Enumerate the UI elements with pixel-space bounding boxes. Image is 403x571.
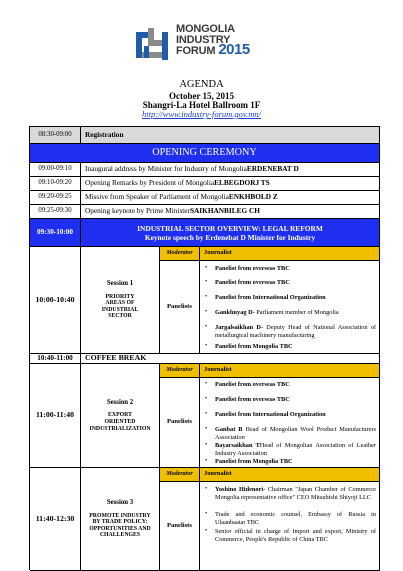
opening-item-3-text: Missive from Speaker of Parliament of Mongolia — [85, 192, 229, 202]
logo-line-1: MONGOLIA — [176, 23, 235, 35]
session-1-subtitle-3: INDUSTRIAL — [101, 306, 139, 313]
session-1-panelist: • Panelist from overseas TBC — [200, 279, 379, 287]
logo-year: 2015 — [218, 41, 250, 58]
keynote-time: 09:30-10:00 — [30, 219, 81, 247]
keynote-speaker: Keynote speech by Erdenebat D Minister for Industry — [144, 232, 316, 242]
session-3-subtitle-2: BY TRADE POLICY: — [92, 519, 148, 526]
opening-item-4-text: Opening keynote by Prime Minister — [85, 206, 190, 216]
registration-label: Registration — [81, 127, 380, 144]
opening-item-2-text: Opening Remarks by President of Mongolia — [85, 178, 215, 188]
keynote-heading — [81, 219, 380, 247]
session-3-subtitle-3: OPPORTUNITIES AND — [89, 525, 151, 532]
session-1-panelists-label: Panelists — [160, 261, 200, 354]
session-2-title: Session 2 — [106, 398, 134, 406]
opening-item-4-name: SAIKHANBILEG CH — [189, 206, 260, 216]
opening-item-3-name: ENKHBOLD Z — [228, 192, 278, 202]
opening-item-2 — [81, 177, 380, 191]
coffee-break-time: 10:40-11:00 — [30, 354, 81, 364]
session-2-panelists-label: Panelists — [160, 378, 200, 468]
session-1-subtitle-2: AREAS OF — [105, 300, 135, 307]
session-3-subtitle-4: CHALLENGES — [99, 532, 141, 539]
session-1-panelist: • Gankhuyag D- Parliament member of Mongolia — [200, 309, 379, 317]
keynote-title: INDUSTRIAL SECTOR OVERVIEW: LEGAL REFORM — [137, 223, 323, 233]
opening-time-4: 09:25-09:30 — [30, 205, 81, 219]
session-1-subtitle-1: PRIORITY — [105, 293, 135, 300]
session-1-panelist: • Panelist from overseas TBC — [200, 265, 379, 273]
session-1-title: Session 1 — [106, 280, 134, 288]
opening-item-1-name: ERDENEBAT D — [246, 164, 299, 174]
session-3-moderator-label: Moderator — [160, 468, 200, 482]
session-1-subtitle-4: SECTOR — [108, 313, 132, 320]
opening-item-3 — [81, 191, 380, 205]
session-1-title-cell — [81, 247, 160, 354]
session-3-time: 11:40-12:30 — [30, 468, 81, 571]
session-3-subtitle-1: PROMOTE INDUSTRY — [89, 512, 151, 519]
session-2-subtitle-1: EXPORT — [108, 412, 132, 419]
session-2-panelist-list — [200, 378, 380, 468]
session-3-panelist: • Trade and economic counsel, Embassy of Russia in Ulaanbaatar TBC — [200, 511, 379, 526]
session-2-subtitle-3: INDUSTRIALIZATION — [89, 425, 151, 432]
session-2-panelist: • Ganbat B Head of Mongolian Wool Product Manufacturers Association — [200, 426, 379, 441]
session-1-journalist-label: Journalist — [200, 247, 380, 261]
session-1-panelist: • Panelist from Mongolia TBC — [200, 343, 379, 351]
session-2-title-cell — [81, 364, 160, 468]
coffee-break-label: COFFEE BREAK — [81, 354, 380, 364]
opening-item-4 — [81, 205, 380, 219]
session-1-panelist: • Panelist from International Organization — [200, 294, 379, 302]
agenda-title: AGENDA — [179, 79, 224, 90]
logo-mark-icon — [134, 26, 172, 64]
logo-wordmark — [176, 24, 274, 57]
opening-item-1 — [81, 163, 380, 177]
session-1-moderator-label: Moderator — [160, 247, 200, 261]
agenda-table — [29, 126, 380, 570]
logo-line-3: FORUM — [176, 45, 216, 57]
session-2-journalist-label: Journalist — [200, 364, 380, 378]
registration-time: 08:30-09:00 — [30, 127, 81, 144]
session-2-panelist: • Panelist from International Organization — [200, 411, 379, 419]
session-2-moderator-label: Moderator — [160, 364, 200, 378]
session-1-panelist: • Jargalsaikhan D- Deputy Head of National Association of metallurgical machinery manufacturing — [200, 324, 379, 339]
opening-time-1: 09:00-09:10 — [30, 163, 81, 177]
session-3-journalist-label: Journalist — [200, 468, 380, 482]
agenda-venue: Shangri-La Hotel Ballroom 1F — [142, 100, 261, 110]
forum-url-link[interactable]: http://www.industry-forum.gov.mn/ — [142, 109, 261, 119]
opening-item-2-name: ELBEGDORJ TS — [214, 178, 270, 188]
session-3-panelists-label: Panelists — [160, 482, 200, 571]
session-1-time: 10:00-10:40 — [30, 247, 81, 354]
session-2-subtitle-2: ORIENTED — [104, 418, 136, 425]
session-1-panelist-list — [200, 261, 380, 354]
opening-item-1-text: Inaugural address by Minister for Industry of Mongolia — [85, 164, 247, 174]
session-2-time: 11:00-11:40 — [30, 364, 81, 468]
session-3-panelist: • Yoshino Hidenori- Chairman "Japan Chamber of Commerce Mongolia representative office" CEO Mitsubishi Shiyoji LLC — [200, 486, 379, 501]
opening-ceremony-heading: OPENING CEREMONY — [30, 144, 380, 163]
session-2-panelist: • Panelist from overseas TBC — [200, 381, 379, 389]
forum-logo — [134, 24, 274, 66]
session-2-panelist: • Panelist from Mongolia TBC — [200, 458, 379, 466]
logo-line-2: INDUSTRY — [176, 33, 231, 46]
session-3-panelist: • Senior official in charge of Import and export, Ministry of Commerce, People's Republic of China TBC — [200, 528, 379, 543]
opening-time-3: 09:20-09:25 — [30, 191, 81, 205]
session-3-panelist-list — [200, 482, 380, 571]
opening-time-2: 09:10-09:20 — [30, 177, 81, 191]
session-2-panelist: • Panelist from overseas TBC — [200, 396, 379, 404]
agenda-date: October 15, 2015 — [168, 91, 235, 101]
session-3-title-cell — [81, 468, 160, 571]
session-3-title: Session 3 — [106, 499, 134, 507]
session-2-panelist: • Bayarsaikhan THead of Mongolian Association of Leather Industry Association — [200, 442, 379, 457]
